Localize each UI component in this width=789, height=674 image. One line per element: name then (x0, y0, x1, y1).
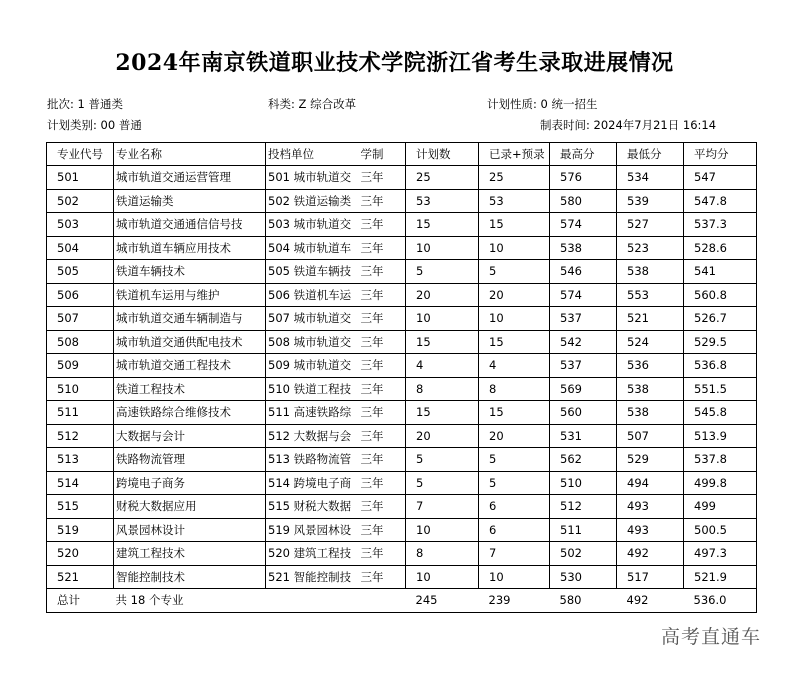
cell-min: 538 (617, 401, 684, 425)
header-years: 学制 (361, 143, 406, 166)
cell-plan: 8 (406, 542, 479, 566)
cell-years: 三年 (361, 448, 406, 472)
cell-name: 城市轨道车辆应用技术 (114, 236, 266, 260)
cell-max: 560 (550, 401, 617, 425)
cell-unit: 501 城市轨道交 (266, 166, 361, 190)
cell-name: 建筑工程技术 (114, 542, 266, 566)
cell-admitted: 20 (479, 424, 550, 448)
total-label: 总计 (47, 589, 114, 613)
total-min: 492 (617, 589, 684, 613)
cell-admitted: 5 (479, 471, 550, 495)
cell-unit: 510 铁道工程技 (266, 377, 361, 401)
cell-code: 512 (47, 424, 114, 448)
cell-unit: 513 铁路物流管 (266, 448, 361, 472)
cell-unit: 507 城市轨道交 (266, 307, 361, 331)
cell-min: 493 (617, 518, 684, 542)
cell-admitted: 10 (479, 565, 550, 589)
cell-name: 风景园林设计 (114, 518, 266, 542)
header-code: 专业代号 (47, 143, 114, 166)
cell-avg: 528.6 (684, 236, 757, 260)
total-summary: 共 18 个专业 (114, 589, 266, 613)
cell-unit: 504 城市轨道车 (266, 236, 361, 260)
cell-name: 高速铁路综合维修技术 (114, 401, 266, 425)
header-plan: 计划数 (406, 143, 479, 166)
cell-max: 576 (550, 166, 617, 190)
cell-unit: 515 财税大数据 (266, 495, 361, 519)
cell-name: 铁道工程技术 (114, 377, 266, 401)
cell-max: 511 (550, 518, 617, 542)
cell-code: 503 (47, 213, 114, 237)
cell-min: 507 (617, 424, 684, 448)
cell-max: 537 (550, 354, 617, 378)
cell-years: 三年 (361, 236, 406, 260)
cell-name: 铁道运输类 (114, 189, 266, 213)
cell-unit: 520 建筑工程技 (266, 542, 361, 566)
cell-name: 智能控制技术 (114, 565, 266, 589)
header-avg: 平均分 (684, 143, 757, 166)
cell-admitted: 6 (479, 495, 550, 519)
cell-name: 城市轨道交通工程技术 (114, 354, 266, 378)
cell-max: 510 (550, 471, 617, 495)
cell-plan: 20 (406, 283, 479, 307)
subject-info: 科类: Z 综合改革 (268, 97, 357, 111)
cell-code: 510 (47, 377, 114, 401)
cell-code: 515 (47, 495, 114, 519)
total-admitted: 239 (479, 589, 550, 613)
cell-max: 538 (550, 236, 617, 260)
cell-plan: 4 (406, 354, 479, 378)
cell-name: 铁路物流管理 (114, 448, 266, 472)
cell-unit: 519 风景园林设 (266, 518, 361, 542)
cell-min: 521 (617, 307, 684, 331)
cell-unit: 511 高速铁路综 (266, 401, 361, 425)
header-row (47, 143, 757, 166)
cell-years: 三年 (361, 424, 406, 448)
cell-unit: 509 城市轨道交 (266, 354, 361, 378)
cell-min: 539 (617, 189, 684, 213)
cell-years: 三年 (361, 471, 406, 495)
cell-name: 大数据与会计 (114, 424, 266, 448)
cell-unit: 502 铁道运输类 (266, 189, 361, 213)
cell-min: 534 (617, 166, 684, 190)
cell-max: 512 (550, 495, 617, 519)
cell-admitted: 20 (479, 283, 550, 307)
total-max: 580 (550, 589, 617, 613)
plan-category-info: 计划类别: 00 普通 (47, 118, 142, 132)
cell-admitted: 6 (479, 518, 550, 542)
cell-avg: 560.8 (684, 283, 757, 307)
total-plan: 245 (406, 589, 479, 613)
cell-max: 574 (550, 283, 617, 307)
cell-plan: 15 (406, 330, 479, 354)
table-row (47, 166, 757, 190)
plan-nature-info: 计划性质: 0 统一招生 (487, 97, 598, 111)
cell-name: 城市轨道交通车辆制造与 (114, 307, 266, 331)
admission-table (46, 142, 757, 613)
cell-code: 505 (47, 260, 114, 284)
cell-plan: 7 (406, 495, 479, 519)
cell-avg: 545.8 (684, 401, 757, 425)
cell-avg: 497.3 (684, 542, 757, 566)
cell-years: 三年 (361, 260, 406, 284)
cell-avg: 537.8 (684, 448, 757, 472)
table-row (47, 401, 757, 425)
cell-avg: 500.5 (684, 518, 757, 542)
cell-avg: 526.7 (684, 307, 757, 331)
cell-admitted: 10 (479, 307, 550, 331)
cell-admitted: 7 (479, 542, 550, 566)
cell-plan: 53 (406, 189, 479, 213)
cell-avg: 547 (684, 166, 757, 190)
cell-unit: 512 大数据与会 (266, 424, 361, 448)
cell-avg: 537.3 (684, 213, 757, 237)
watermark-text: 高考直通车 (660, 626, 761, 648)
cell-years: 三年 (361, 542, 406, 566)
table-row (47, 518, 757, 542)
header-name: 专业名称 (114, 143, 266, 166)
cell-avg: 551.5 (684, 377, 757, 401)
cell-admitted: 15 (479, 213, 550, 237)
cell-avg: 521.9 (684, 565, 757, 589)
cell-plan: 5 (406, 471, 479, 495)
cell-code: 504 (47, 236, 114, 260)
cell-name: 铁道机车运用与维护 (114, 283, 266, 307)
cell-max: 531 (550, 424, 617, 448)
table-row (47, 565, 757, 589)
table-row (47, 424, 757, 448)
table-row (47, 283, 757, 307)
cell-code: 514 (47, 471, 114, 495)
cell-years: 三年 (361, 565, 406, 589)
cell-avg: 536.8 (684, 354, 757, 378)
cell-max: 530 (550, 565, 617, 589)
cell-name: 城市轨道交通供配电技术 (114, 330, 266, 354)
cell-max: 542 (550, 330, 617, 354)
cell-code: 521 (47, 565, 114, 589)
cell-years: 三年 (361, 518, 406, 542)
cell-unit: 508 城市轨道交 (266, 330, 361, 354)
cell-max: 562 (550, 448, 617, 472)
cell-plan: 15 (406, 213, 479, 237)
table-row (47, 448, 757, 472)
cell-admitted: 25 (479, 166, 550, 190)
table-row (47, 307, 757, 331)
cell-avg: 499 (684, 495, 757, 519)
table-row (47, 542, 757, 566)
cell-plan: 5 (406, 260, 479, 284)
cell-years: 三年 (361, 166, 406, 190)
cell-max: 537 (550, 307, 617, 331)
cell-years: 三年 (361, 401, 406, 425)
cell-code: 519 (47, 518, 114, 542)
total-row (47, 589, 757, 613)
cell-avg: 541 (684, 260, 757, 284)
total-avg: 536.0 (684, 589, 757, 613)
cell-min: 536 (617, 354, 684, 378)
header-unit: 投档单位 (266, 143, 361, 166)
table-row (47, 330, 757, 354)
cell-unit: 514 跨境电子商 (266, 471, 361, 495)
cell-plan: 5 (406, 448, 479, 472)
table-row (47, 260, 757, 284)
cell-admitted: 53 (479, 189, 550, 213)
cell-min: 524 (617, 330, 684, 354)
cell-avg: 513.9 (684, 424, 757, 448)
cell-max: 580 (550, 189, 617, 213)
cell-min: 538 (617, 260, 684, 284)
cell-min: 529 (617, 448, 684, 472)
cell-plan: 10 (406, 518, 479, 542)
cell-plan: 10 (406, 236, 479, 260)
cell-years: 三年 (361, 377, 406, 401)
cell-years: 三年 (361, 495, 406, 519)
table-row (47, 471, 757, 495)
cell-avg: 499.8 (684, 471, 757, 495)
made-time-info: 制表时间: 2024年7月21日 16:14 (540, 118, 717, 132)
cell-name: 跨境电子商务 (114, 471, 266, 495)
table-row (47, 236, 757, 260)
cell-plan: 10 (406, 307, 479, 331)
cell-admitted: 15 (479, 330, 550, 354)
cell-min: 494 (617, 471, 684, 495)
cell-code: 507 (47, 307, 114, 331)
cell-years: 三年 (361, 354, 406, 378)
cell-min: 492 (617, 542, 684, 566)
batch-info: 批次: 1 普通类 (47, 97, 124, 111)
cell-plan: 20 (406, 424, 479, 448)
cell-avg: 547.8 (684, 189, 757, 213)
page-title: 2024年南京铁道职业技术学院浙江省考生录取进展情况 (115, 50, 674, 76)
cell-max: 546 (550, 260, 617, 284)
cell-years: 三年 (361, 189, 406, 213)
cell-years: 三年 (361, 283, 406, 307)
cell-admitted: 5 (479, 448, 550, 472)
cell-years: 三年 (361, 330, 406, 354)
cell-years: 三年 (361, 307, 406, 331)
cell-min: 553 (617, 283, 684, 307)
cell-plan: 10 (406, 565, 479, 589)
cell-min: 517 (617, 565, 684, 589)
cell-code: 502 (47, 189, 114, 213)
header-min: 最低分 (617, 143, 684, 166)
cell-name: 城市轨道交通通信信号技 (114, 213, 266, 237)
cell-name: 城市轨道交通运营管理 (114, 166, 266, 190)
cell-max: 569 (550, 377, 617, 401)
cell-unit: 521 智能控制技 (266, 565, 361, 589)
cell-unit: 503 城市轨道交 (266, 213, 361, 237)
table-row (47, 495, 757, 519)
table-row (47, 377, 757, 401)
cell-min: 523 (617, 236, 684, 260)
cell-years: 三年 (361, 213, 406, 237)
cell-admitted: 8 (479, 377, 550, 401)
cell-admitted: 15 (479, 401, 550, 425)
cell-name: 铁道车辆技术 (114, 260, 266, 284)
cell-name: 财税大数据应用 (114, 495, 266, 519)
cell-code: 506 (47, 283, 114, 307)
cell-max: 574 (550, 213, 617, 237)
cell-min: 538 (617, 377, 684, 401)
cell-plan: 8 (406, 377, 479, 401)
cell-code: 509 (47, 354, 114, 378)
cell-admitted: 5 (479, 260, 550, 284)
cell-plan: 25 (406, 166, 479, 190)
cell-code: 501 (47, 166, 114, 190)
cell-avg: 529.5 (684, 330, 757, 354)
cell-code: 508 (47, 330, 114, 354)
table-row (47, 213, 757, 237)
cell-code: 520 (47, 542, 114, 566)
cell-admitted: 4 (479, 354, 550, 378)
cell-min: 527 (617, 213, 684, 237)
cell-code: 511 (47, 401, 114, 425)
header-admitted: 已录+预录 (479, 143, 550, 166)
table-row (47, 354, 757, 378)
cell-plan: 15 (406, 401, 479, 425)
cell-min: 493 (617, 495, 684, 519)
cell-unit: 505 铁道车辆技 (266, 260, 361, 284)
table-row (47, 189, 757, 213)
cell-unit: 506 铁道机车运 (266, 283, 361, 307)
cell-admitted: 10 (479, 236, 550, 260)
header-max: 最高分 (550, 143, 617, 166)
cell-code: 513 (47, 448, 114, 472)
cell-max: 502 (550, 542, 617, 566)
